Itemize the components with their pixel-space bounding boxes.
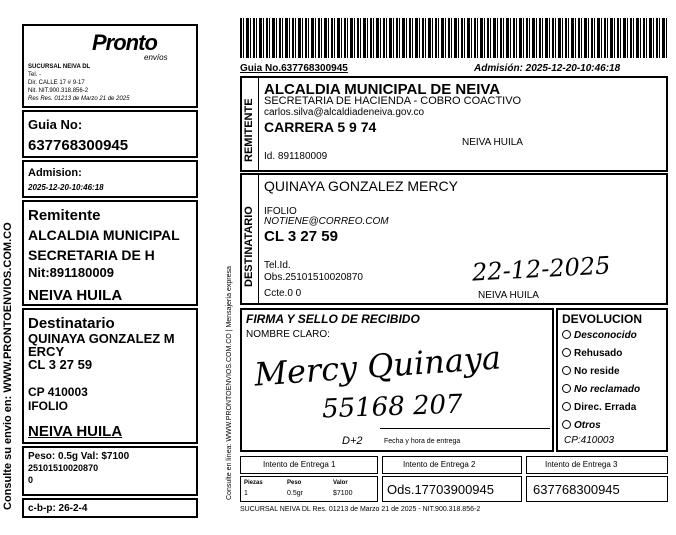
devolucion-option-label: No reside [574, 366, 620, 377]
devolucion-option-label: Desconocido [574, 330, 637, 341]
devolucion-title: DEVOLUCION [562, 312, 643, 326]
firma-id: 55168 207 [321, 389, 464, 425]
guia-label: Guia No: [28, 117, 83, 132]
header-line: SUCURSAL NEIVA DL [28, 64, 91, 70]
ods-box [382, 476, 522, 502]
peso-ref: 25101510020870 [28, 463, 99, 473]
radio-circle-icon [562, 420, 571, 429]
header-line: Nit. NIT.900.318.856-2 [28, 88, 89, 94]
destinatario-email: NOTIENE@CORREO.COM [264, 216, 389, 227]
remitente-box [240, 76, 668, 172]
left-guia-box [22, 110, 198, 158]
remitente-line: NEIVA HUILA [28, 287, 123, 304]
remitente-line: SECRETARIA DE H [28, 247, 155, 263]
devolucion-option[interactable] [562, 402, 636, 413]
devolucion-option-label: Otros [574, 420, 601, 431]
peso-line: Peso: 0.5g Val: $7100 [28, 451, 130, 462]
intento-box [526, 456, 668, 474]
destinatario-line: IFOLIO [28, 399, 68, 413]
remitente-city: NEIVA HUILA [462, 137, 523, 148]
radio-circle-icon [562, 366, 571, 375]
left-remitente-box [22, 200, 198, 306]
radio-circle-icon [562, 330, 571, 339]
admision-label: Admision: [28, 167, 82, 179]
left-footer-box [22, 498, 198, 518]
destinatario-line: CL 3 27 59 [28, 357, 93, 372]
remitente-divider [258, 78, 259, 170]
guia-bottom-box [526, 476, 668, 502]
radio-circle-icon [562, 348, 571, 357]
destinatario-box [240, 173, 668, 305]
destinatario-line: NEIVA HUILA [28, 423, 123, 440]
firma-small: Fecha y hora de entrega [384, 438, 461, 445]
destinatario-line: QUINAYA GONZALEZ M [28, 331, 175, 346]
devolucion-option[interactable] [562, 366, 620, 377]
peso-zero: 0 [28, 475, 34, 485]
destinatario-label: Destinatario [28, 315, 115, 332]
left-logo-box [22, 24, 198, 108]
remitente-line: Nit:891180009 [28, 265, 115, 280]
table-cell: $7100 [333, 490, 353, 497]
guia-number: 637768300945 [28, 137, 129, 154]
intento-label: Intento de Entrega 2 [403, 460, 476, 469]
left-admision-box [22, 160, 198, 198]
firma-d2: D+2 [342, 435, 363, 447]
remitente-line: ALCALDIA MUNICIPAL [28, 227, 180, 243]
destinatario-folio: IFOLIO [264, 206, 297, 217]
handwritten-date: 22-12-2025 [471, 251, 612, 287]
table-cell: 1 [244, 490, 248, 497]
remitente-address: CARRERA 5 9 74 [264, 119, 377, 135]
top-barcode [240, 18, 668, 58]
guia-bottom-number: 637768300945 [533, 482, 620, 497]
pieces-table [240, 476, 378, 502]
radio-circle-icon [562, 402, 571, 411]
table-cell: 0.5gr [287, 490, 303, 497]
devolucion-box [556, 308, 668, 452]
pronto-logo: Pronto [92, 30, 157, 55]
devolucion-option-label: Direc. Errada [574, 402, 637, 413]
devolucion-option[interactable] [562, 420, 601, 431]
radio-circle-icon [562, 384, 571, 393]
firma-signature: Mercy Quinaya [252, 338, 503, 394]
devolucion-cp: CP:410003 [564, 435, 615, 446]
admision-line: Admisión: 2025-12-20-10:46:18 [474, 63, 621, 74]
devolucion-option[interactable] [562, 384, 640, 395]
destinatario-vertical-label: DESTINATARIO [243, 206, 255, 287]
firma-box [240, 308, 554, 452]
remitente-label: Remitente [28, 207, 101, 224]
table-header: Piezas [244, 480, 263, 486]
destinatario-name: QUINAYA GONZALEZ MERCY [264, 178, 458, 194]
intento-box [240, 456, 378, 474]
firma-nombre: NOMBRE CLARO: [246, 329, 330, 340]
pronto-logo-sub: envíos [144, 53, 168, 62]
table-header: Peso [287, 480, 302, 486]
devolucion-option-label: No reclamado [574, 384, 641, 395]
remitente-vertical-label: REMITENTE [243, 98, 255, 162]
remitente-email: carlos.silva@alcaldiadeneiva.gov.co [264, 107, 425, 118]
left-side-vertical-text: Consulte su envio en: WWW.PRONTOENVIOS.COM.CO [2, 222, 14, 510]
table-header: Valor [333, 480, 348, 486]
intento-box [382, 456, 522, 474]
left-peso-box [22, 446, 198, 496]
destinatario-tel: Tel.Id. [264, 260, 291, 271]
right-footer: SUCURSAL NEIVA DL Res. 01213 de Marzo 21 de 2025 - NIT.900.318.856-2 [240, 506, 481, 513]
devolucion-option[interactable] [562, 348, 622, 359]
header-line: Res Res. 01213 de Marzo 21 de 2025 [28, 96, 130, 102]
header-line: Dir. CALLE 17 # 9-17 [28, 80, 85, 86]
right-side-vertical-text: Consulte en línea: WWW.PRONTOENVIOS.COM.CO | Mensajería expresa [226, 266, 233, 500]
destinatario-line: CP 410003 [28, 385, 88, 399]
destinatario-line: ERCY [28, 344, 65, 359]
destinatario-divider [258, 175, 259, 303]
devolucion-option[interactable] [562, 330, 637, 341]
intento-label: Intento de Entrega 3 [545, 460, 618, 469]
ods-number: Ods.17703900945 [387, 482, 494, 497]
firma-title: FIRMA Y SELLO DE RECIBIDO [246, 312, 420, 326]
destinatario-obs: Obs.25101510020870 [264, 272, 363, 283]
remitente-dept: SECRETARIA DE HACIENDA - COBRO COACTIVO [264, 95, 522, 107]
left-destinatario-box [22, 308, 198, 444]
left-footer: c-b-p: 26-2-4 [28, 503, 88, 514]
remitente-name: ALCALDIA MUNICIPAL DE NEIVA [264, 81, 501, 98]
admision-value: 2025-12-20-10:46:18 [28, 183, 104, 192]
devolucion-option-label: Rehusado [574, 348, 623, 359]
remitente-id: Id. 891180009 [264, 151, 328, 162]
guia-line: Guia No.637768300945 [240, 63, 348, 74]
intento-label: Intento de Entrega 1 [263, 460, 336, 469]
destinatario-city: NEIVA HUILA [478, 290, 539, 301]
firma-date-line [380, 428, 550, 429]
destinatario-address: CL 3 27 59 [264, 228, 338, 245]
destinatario-ccte: Ccte.0 0 [264, 288, 302, 299]
header-line: Tel. - [28, 72, 42, 78]
